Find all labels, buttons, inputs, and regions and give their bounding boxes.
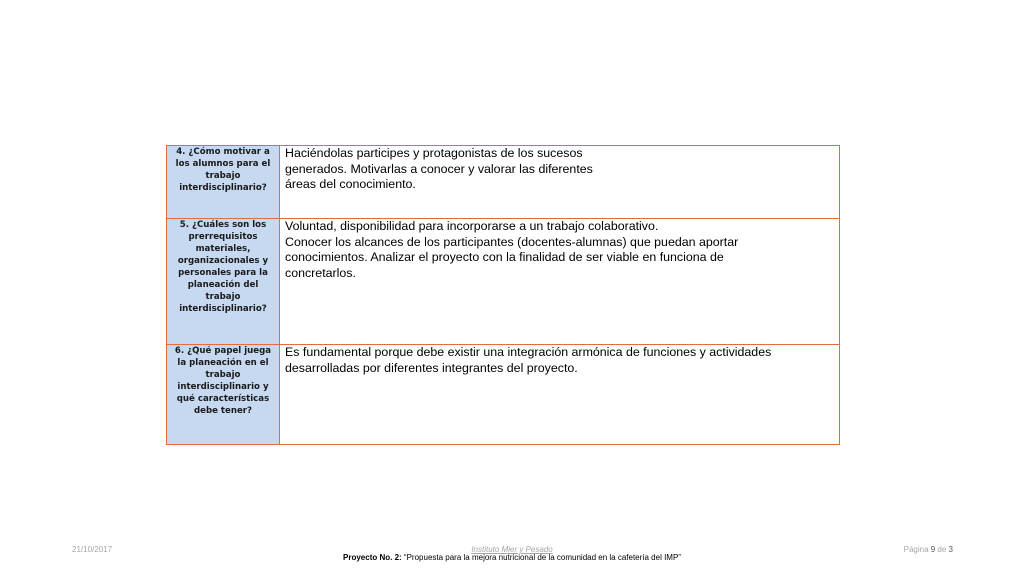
question-text: 5. ¿Cuáles son los prerrequisitos materiales, organizacionales y personales para la planeación del trabajo interdisciplinario? <box>177 220 269 314</box>
footer-project <box>0 553 1024 562</box>
question-cell <box>167 345 280 445</box>
answer-cell <box>280 345 840 445</box>
questions-table <box>166 145 840 445</box>
page-current: 9 <box>930 545 936 554</box>
answer-text: Es fundamental porque debe existir una integración armónica de funciones y actividades desarrolladas por diferentes integrantes del proyecto. <box>285 345 772 375</box>
table-row <box>167 345 840 445</box>
footer-project-title: “Propuesta para la mejora nutricional de la comunidad en la cafetería del IMP” <box>401 553 681 562</box>
table-row <box>167 146 840 219</box>
page-total: 3 <box>948 545 953 554</box>
question-cell <box>167 219 280 345</box>
footer-institution: Instituto Mier y Pesado <box>471 545 553 554</box>
footer-date: 21/10/2017 <box>72 545 113 554</box>
question-text: 6. ¿Qué papel juega la planeación en el trabajo interdisciplinario y qué características debe tener? <box>174 346 272 416</box>
footer-page-number <box>904 545 953 554</box>
footer-project-label: Proyecto No. 2: <box>343 553 402 562</box>
question-cell <box>167 146 280 219</box>
answer-text: Haciéndolas participes y protagonistas de los sucesos generados. Motivarlas a conocer y valorar las diferentes áreas del conocimiento. <box>285 146 593 192</box>
answer-cell <box>280 146 840 219</box>
table-row <box>167 219 840 345</box>
answer-cell <box>280 219 840 345</box>
question-text: 4. ¿Cómo motivar a los alumnos para el trabajo interdisciplinario? <box>175 147 271 193</box>
page-middle: de <box>935 545 949 554</box>
page-prefix: Página <box>903 545 931 554</box>
answer-text: Voluntad, disponibilidad para incorporarse a un trabajo colaborativo. Conocer los alcances de los participantes (docentes-alumnas) que puedan aportar conocimientos. Analizar el proyecto con la finalidad de ser viable en funciona de concretarlos. <box>285 219 739 280</box>
